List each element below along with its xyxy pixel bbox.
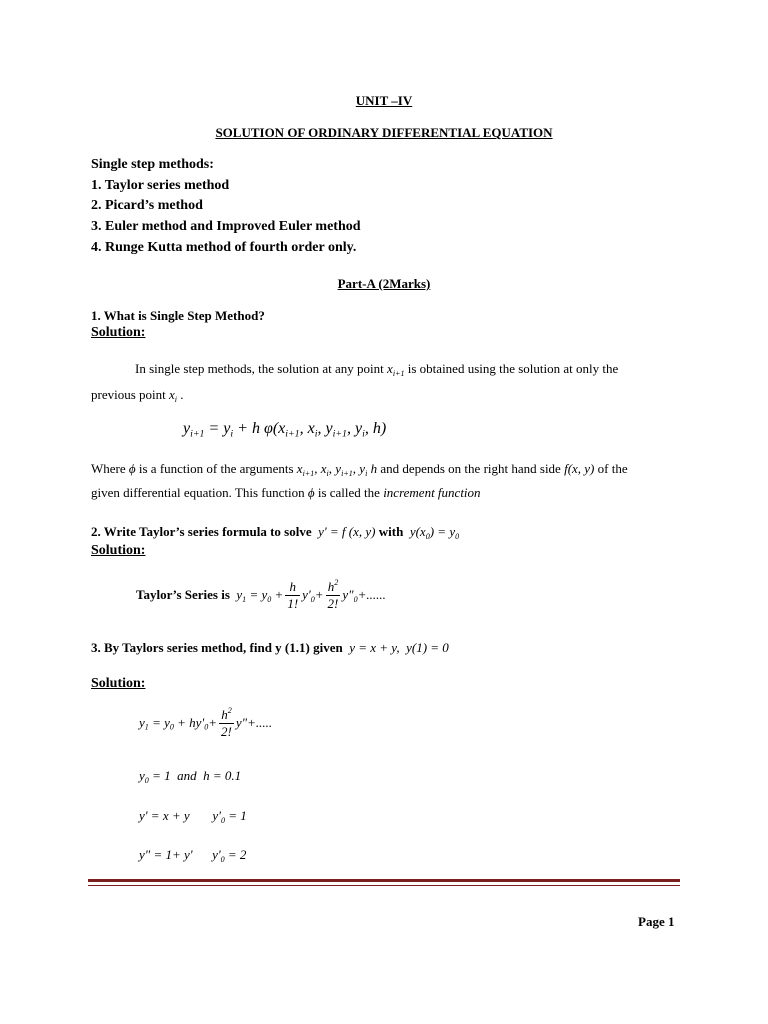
q3-second-derivative: y" = 1+ y' $y'_0 = 2$	[139, 847, 247, 864]
q3-series-formula: $y_1 = y_0 + hy'_0+$ $\frac{h^2}{2!}$ y"+.....	[139, 705, 273, 739]
solution-label: Solution:	[91, 325, 146, 340]
method-item: 2. Picard’s method	[91, 198, 203, 213]
unit-title: UNIT –IV	[355, 93, 413, 108]
part-a-heading: Part-A (2Marks)	[337, 276, 431, 291]
method-item: 4. Runge Kutta method of fourth order only.	[91, 240, 357, 255]
single-step-formula: $y_{i+1} = y_i + h$ $\varphi(x_{i+1}$, $x_i$, $y_{i+1}$, $y_i$, h)	[183, 420, 387, 440]
method-item: 3. Euler method and Improved Euler method	[91, 219, 361, 234]
increment-line: given differential equation. This function ϕ is called the increment function	[91, 485, 481, 500]
increment-function-term: increment function	[383, 485, 481, 500]
taylor-series-line: Taylor’s Series is $y_1 = y_0$ + $\frac{h}{1!}$ $y'_0+$ $\frac{h^2}{2!}$ $y"_0+$......	[136, 577, 386, 611]
question-2: 2. Write Taylor’s series formula to solve y' = f (x, y) with $y(x_0) = y_0$	[91, 524, 460, 541]
where-line: Where ϕ is a function of the arguments $x_{i+1}$, $x_i$, $y_{i+1}$, $y_i$ h and depends on the right hand side f(x, y) of the	[91, 461, 628, 478]
method-item: 1. Taylor series method	[91, 178, 230, 193]
question-1: 1. What is Single Step Method?	[91, 308, 265, 323]
document-title: SOLUTION OF ORDINARY DIFFERENTIAL EQUATION	[215, 125, 553, 140]
page-number: Page 1	[638, 914, 675, 929]
q3-first-derivative: y' = x + y $y'_0 = 1$	[139, 808, 247, 825]
footer-rule-thin	[88, 885, 680, 886]
q3-initial-values: $y_0 = 1$ and h = 0.1	[139, 768, 242, 785]
q1-paragraph-line1: In single step methods, the solution at any point $x_{i+1}$ is obtained using the solution at only the	[135, 361, 619, 378]
footer-rule-thick	[88, 879, 680, 882]
solution-label: Solution:	[91, 676, 146, 691]
question-3: 3. By Taylors series method, find y (1.1) given y = x + y, y(1) = 0	[91, 640, 449, 655]
solution-label: Solution:	[91, 543, 146, 558]
methods-heading: Single step methods:	[91, 157, 214, 172]
q1-paragraph-line2: previous point $x_i$ .	[91, 387, 184, 404]
